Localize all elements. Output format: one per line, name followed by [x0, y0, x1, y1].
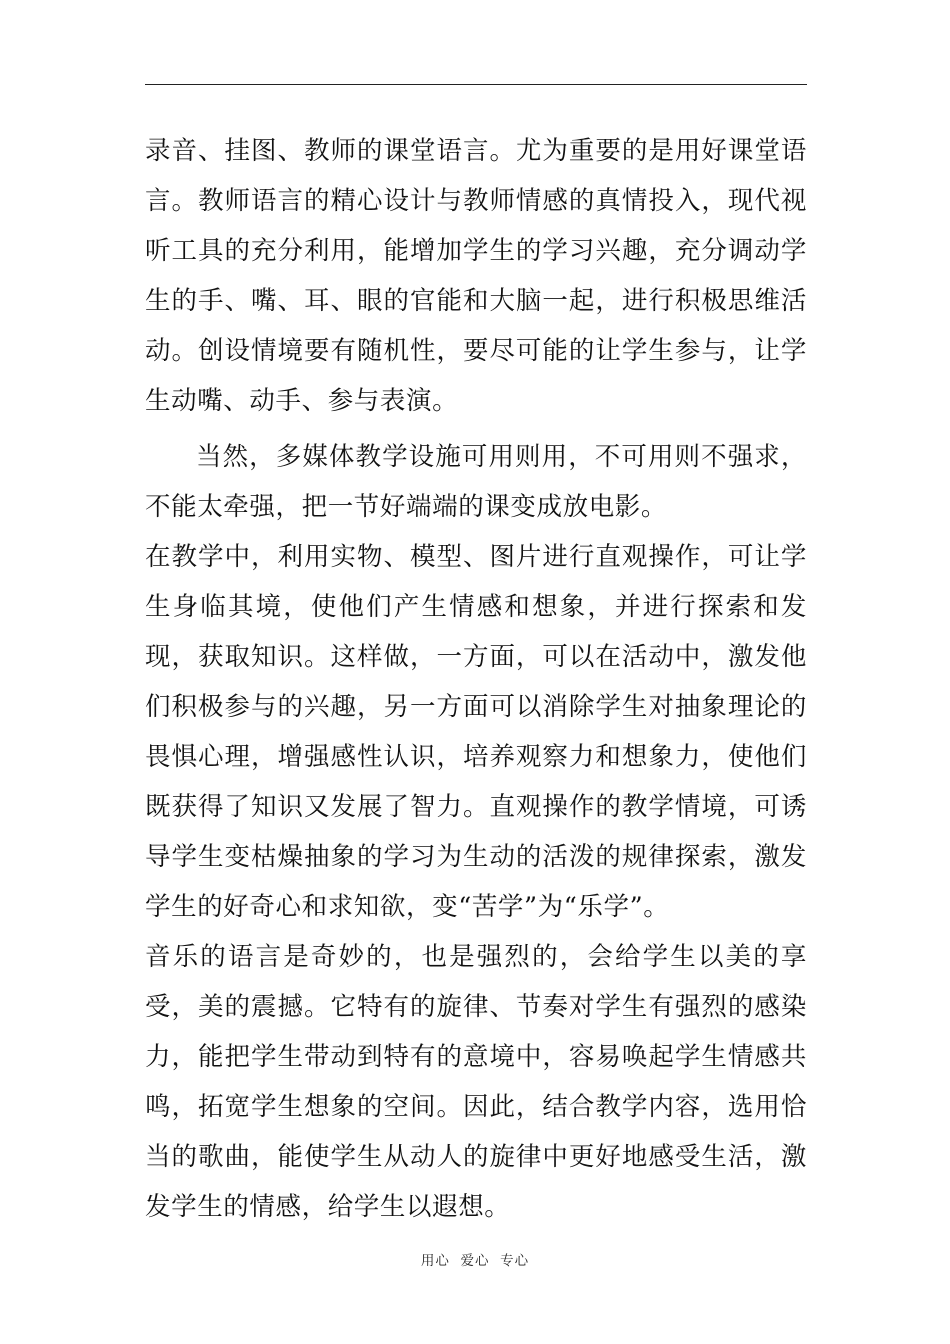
page-footer: 用心 爱心 专心 [420, 1253, 530, 1269]
paragraph-4: 音乐的语言是奇妙的，也是强烈的，会给学生以美的享受，美的震撼。它特有的旋律、节奏对学生有强烈的感染力，能把学生带动到特有的意境中，容易唤起学生情感共鸣，拓宽学生想象的空间。因此，结合教学内容，选用恰当的歌曲，能使学生从动人的旋律中更好地感受生活，激发学生的情感，给学生以遐想。 [145, 942, 807, 1222]
paragraph-1: 录音、挂图、教师的课堂语言。尤为重要的是用好课堂语言。教师语言的精心设计与教师情感的真情投入，现代视听工具的充分利用，能增加学生的学习兴趣，充分调动学生的手、嘴、耳、眼的官能和大脑一起，进行积极思维活动。创设情境要有随机性，要尽可能的让学生参与，让学生动嘴、动手、参与表演。 [145, 136, 807, 416]
header-rule [145, 84, 807, 85]
document-body [145, 126, 807, 1232]
paragraph-2: 当然，多媒体教学设施可用则用，不可用则不强求，不能太牵强，把一节好端端的课变成放电影。 [145, 442, 807, 522]
paragraph-3: 在教学中，利用实物、模型、图片进行直观操作，可让学生身临其境，使他们产生情感和想象，并进行探索和发现，获取知识。这样做，一方面，可以在活动中，激发他们积极参与的兴趣，另一方面可以消除学生对抽象理论的畏惧心理，增强感性认识，培养观察力和想象力，使他们既获得了知识又发展了智力。直观操作的教学情境，可诱导学生变枯燥抽象的学习为生动的活泼的规律探索，激发学生的好奇心和求知欲，变“苦学”为“乐学”。 [145, 542, 807, 922]
